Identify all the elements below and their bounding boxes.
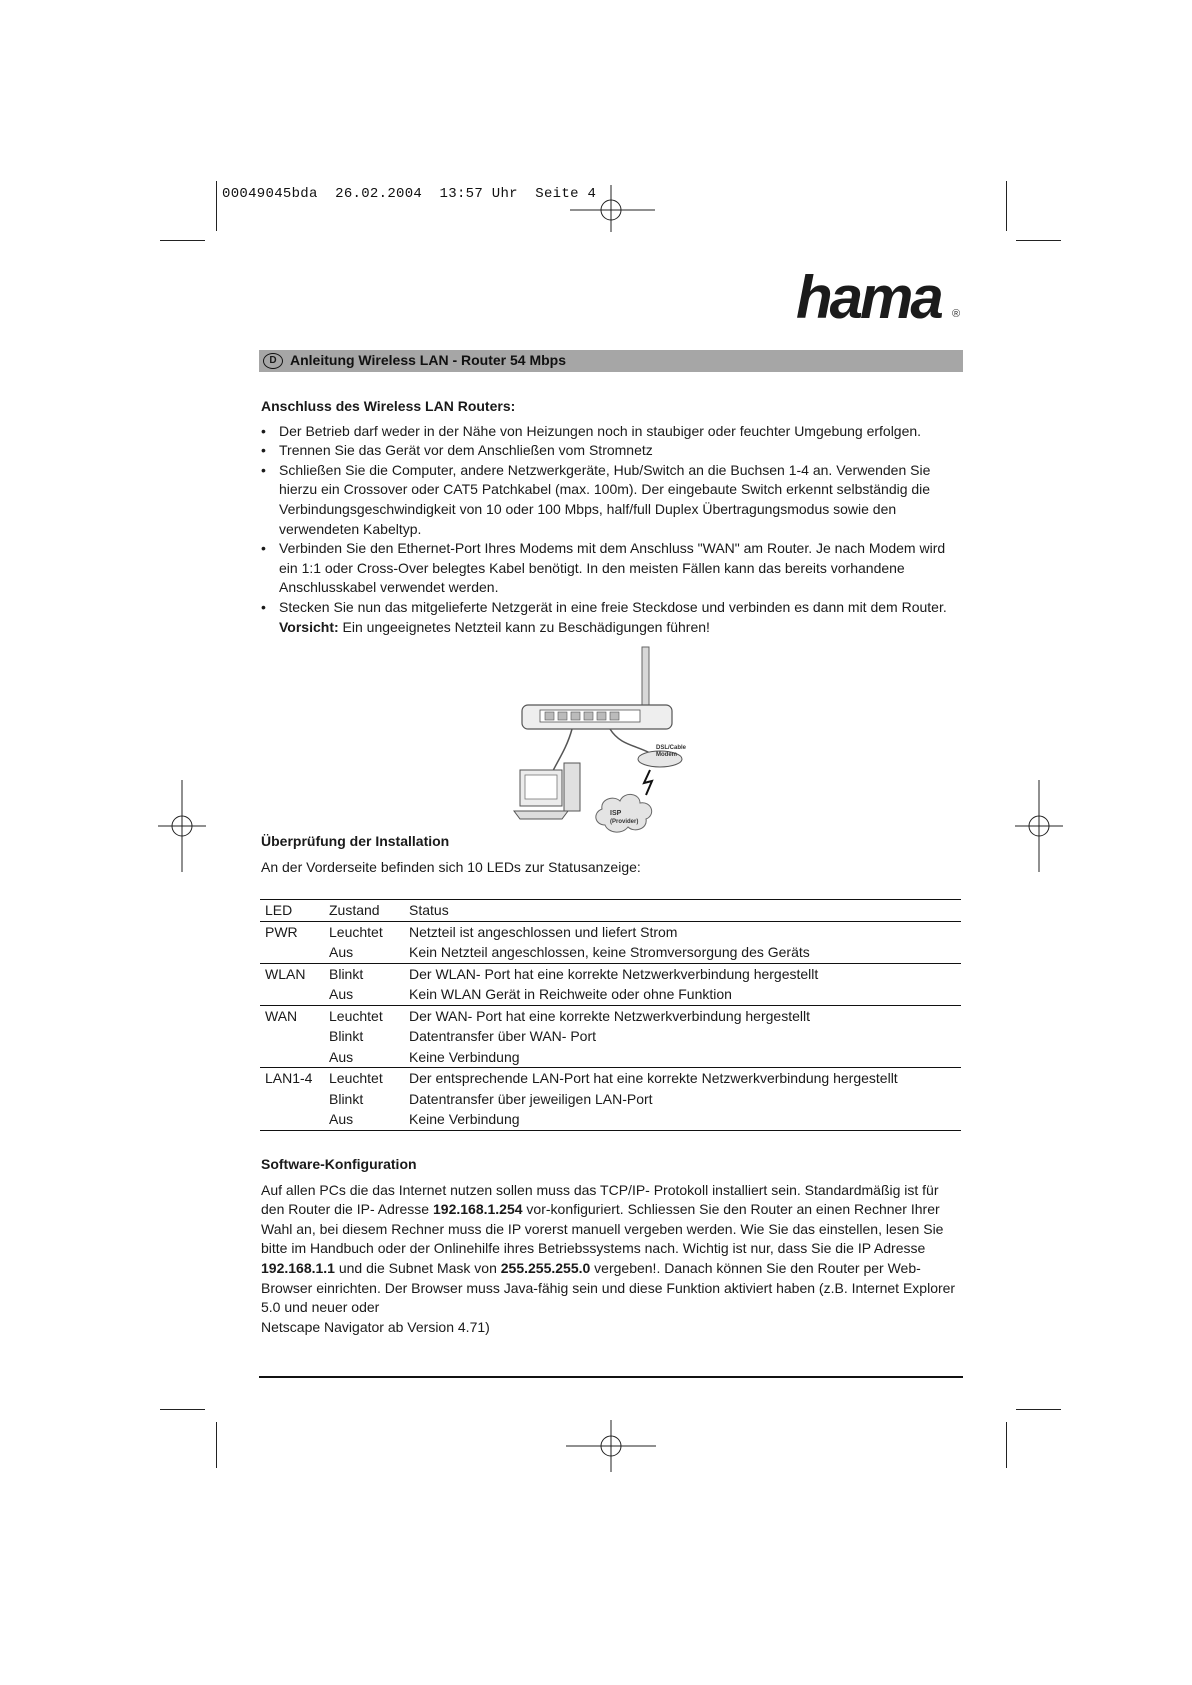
table-row: Blinkt Datentransfer über WAN- Port	[329, 1028, 596, 1045]
router-connection-diagram	[510, 645, 710, 845]
language-badge: D	[263, 353, 283, 369]
table-row: Blinkt Datentransfer über jeweiligen LAN-Port	[329, 1090, 653, 1107]
list-item: • Der Betrieb darf weder in der Nähe von Heizungen noch in staubiger oder feuchter Umgebung erfolgen.	[261, 422, 963, 442]
svg-text:ISP: ISP	[610, 810, 622, 817]
table-row: LAN1-4 Leuchtet Der entsprechende LAN-Port hat eine korrekte Netzwerkverbindung hergestellt	[265, 1070, 898, 1087]
subnet-mask: 255.255.255.0	[500, 1259, 591, 1276]
column-header: Zustand	[324, 900, 404, 922]
print-page: Seite 4	[535, 186, 597, 202]
cloud-icon	[596, 794, 652, 832]
section-intro: An der Vorderseite befinden sich 10 LEDs zur Statusanzeige:	[261, 858, 641, 875]
table-row: Aus Kein WLAN Gerät in Reichweite oder ohne Funktion	[260, 984, 961, 1005]
connection-list	[261, 422, 963, 638]
table-row: PWR Leuchtet Netzteil ist angeschlossen und liefert Strom	[265, 923, 678, 940]
section-connection	[261, 397, 963, 637]
config-paragraph: Auf allen PCs die das Internet nutzen sollen muss das TCP/IP- Protokoll installiert sein. Standardmäßig ist für den Router die IP- Adresse 192.168.1.254 vor-konfiguriert. Schliessen Sie den Router an einen Rechner Ihrer Wahl an, bei diesem Rechner muss die IP vorerst manuell vergeben werden. Wie Sie das einstellen, lesen Sie bitte im Handbuch oder der Onlinehilfe ihres Betriebssystems nach. Wichtig ist nur, dass Sie die IP Adresse 192.168.1.1 und die Subnet Mask von 255.255.255.0 vergeben!. Danach können Sie den Router per Web-Browser einrichten. Der Browser muss Java-fähig sein und diese Funktion aktiviert haben (z.B. Internet Explorer 5.0 und neuer oder	[261, 1181, 956, 1316]
list-item: • Verbinden Sie den Ethernet-Port Ihres Modems mit dem Anschluss "WAN" am Router. Je nach Modem wird ein 1:1 oder Cross-Over belegtes Kabel benötigt. In den meisten Fällen kann das bereits vorhandene Anschlusskabel verwendet werden.	[261, 539, 963, 598]
list-item: • Schließen Sie die Computer, andere Netzwerkgeräte, Hub/Switch an die Buchsen 1-4 an. Verwenden Sie hierzu ein Crossover oder CAT5 Patchkabel (max. 100m). Der eingebaute Switch erkennt selbständig die Verbindungsgeschwindigkeit von 10 oder 100 Mbps, half/full Duplex Übertragungsmodus sowie den verwendeten Kabeltyp.	[261, 461, 963, 539]
computer-icon	[514, 763, 580, 819]
table-row: Aus Kein Netzteil angeschlossen, keine Stromversorgung des Geräts	[260, 942, 961, 963]
pc-ip-address: 192.168.1.1	[261, 1259, 335, 1276]
table-header-row	[260, 900, 961, 922]
registered-mark: ®	[952, 308, 961, 320]
lightning-icon	[644, 770, 652, 795]
table-row: Aus Keine Verbindung	[260, 1109, 961, 1130]
led-status-table	[260, 899, 961, 1131]
config-paragraph-end: Netscape Navigator ab Version 4.71)	[261, 1318, 490, 1335]
section-heading: Anschluss des Wireless LAN Routers:	[261, 398, 516, 414]
section-heading: Überprüfung der Installation	[261, 833, 450, 849]
antenna-icon	[642, 647, 649, 707]
svg-text:(Provider): (Provider)	[610, 819, 639, 825]
section-software-config	[261, 1155, 963, 1337]
print-date: 26.02.2004	[335, 186, 423, 202]
table-row: WLAN Blinkt Der WLAN- Port hat eine korrekte Netzwerkverbindung hergestellt	[265, 965, 819, 982]
table-row: WAN Leuchtet Der WAN- Port hat eine korrekte Netzwerkverbindung hergestellt	[265, 1007, 810, 1024]
section-heading: Software-Konfiguration	[261, 1156, 417, 1172]
router-ip-address: 192.168.1.254	[433, 1201, 523, 1218]
footer-rule	[259, 1376, 963, 1378]
print-time: 13:57 Uhr	[439, 186, 518, 202]
page-title: Anleitung Wireless LAN - Router 54 Mbps	[290, 352, 567, 368]
list-item: • Stecken Sie nun das mitgelieferte Netzgerät in eine freie Steckdose und verbinden es dann mit dem Router. Vorsicht: Ein ungeeignetes Netzteil kann zu Beschädigungen führen!	[261, 598, 963, 637]
print-file-id: 00049045bda	[222, 186, 318, 202]
svg-text:Modem: Modem	[656, 752, 677, 758]
column-header: LED	[260, 900, 324, 922]
column-header: Status	[404, 900, 961, 922]
table-row: Aus Keine Verbindung	[260, 1047, 961, 1068]
svg-text:DSL/Cable: DSL/Cable	[656, 745, 687, 751]
warning-label: Vorsicht:	[279, 618, 339, 635]
list-item: • Trennen Sie das Gerät vor dem Anschließen vom Stromnetz	[261, 441, 963, 461]
section-installation-check	[261, 832, 963, 877]
hama-logo: hama	[796, 264, 941, 331]
